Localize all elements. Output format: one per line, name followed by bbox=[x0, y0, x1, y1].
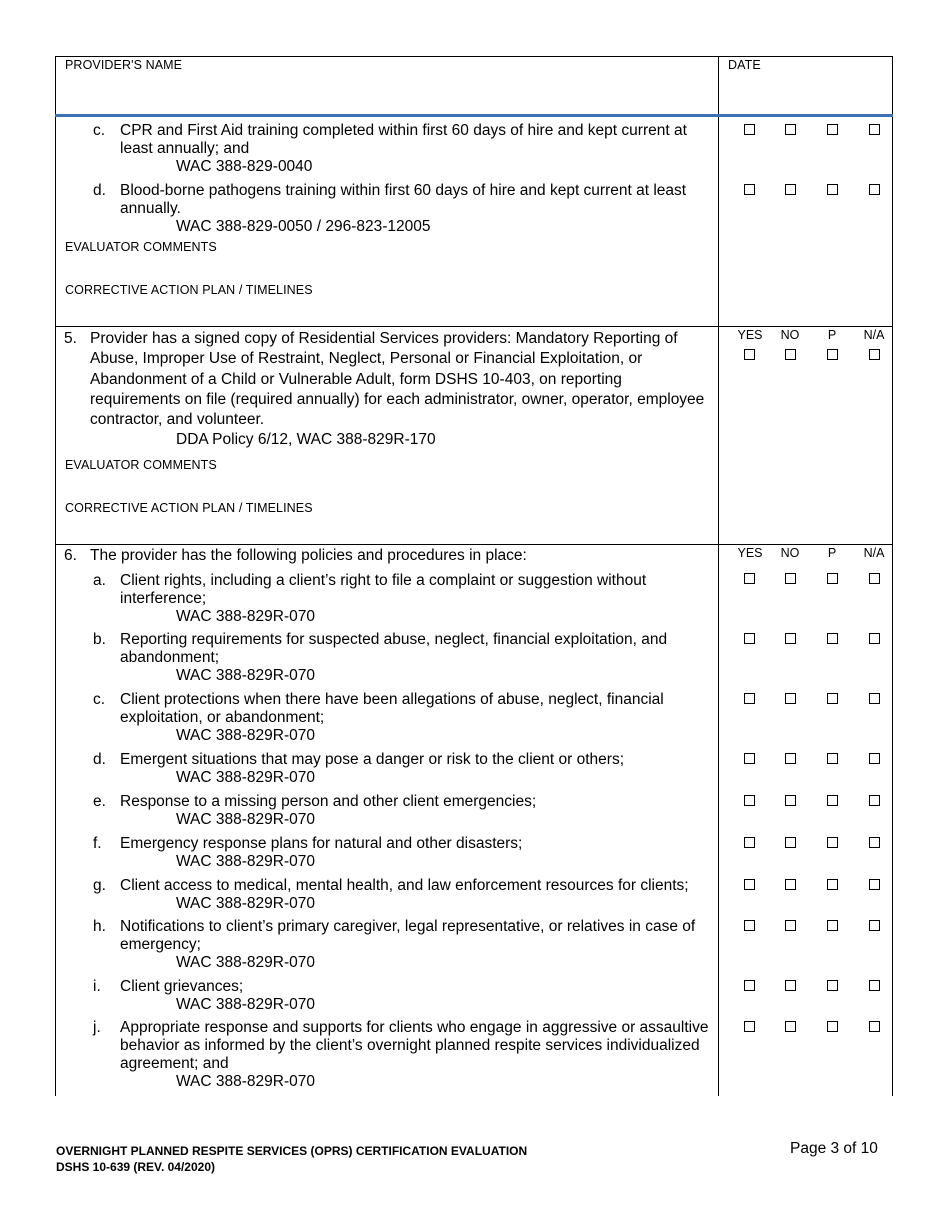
checkbox-yes[interactable] bbox=[744, 753, 755, 764]
checkbox-p[interactable] bbox=[827, 184, 838, 195]
item-wac: WAC 388-829R-070 bbox=[176, 1073, 315, 1090]
col-header-no: NO bbox=[780, 546, 800, 560]
corrective-action-label: CORRECTIVE ACTION PLAN / TIMELINES bbox=[65, 283, 313, 297]
checkbox-no[interactable] bbox=[785, 980, 796, 991]
evaluator-comments-label: EVALUATOR COMMENTS bbox=[65, 458, 217, 472]
col-header-yes: YES bbox=[737, 328, 763, 342]
checkbox-p[interactable] bbox=[827, 879, 838, 890]
checkbox-na[interactable] bbox=[869, 573, 880, 584]
checkbox-na[interactable] bbox=[869, 920, 880, 931]
page-number: Page 3 of 10 bbox=[790, 1140, 878, 1157]
item-description: Blood-borne pathogens training within first 60 days of hire and kept current at least annually. bbox=[120, 182, 687, 217]
checkbox-yes[interactable] bbox=[744, 124, 755, 135]
checkbox-yes[interactable] bbox=[744, 693, 755, 704]
item-letter: f. bbox=[93, 835, 102, 852]
checkbox-yes[interactable] bbox=[744, 633, 755, 644]
checkbox-na[interactable] bbox=[869, 693, 880, 704]
item-description: Notifications to client’s primary caregiver, legal representative, or relatives in case of emergency; bbox=[120, 918, 696, 953]
item-wac: WAC 388-829R-070 bbox=[176, 853, 315, 870]
item-description: Client protections when there have been allegations of abuse, neglect, financial exploitation, or abandonment; bbox=[120, 691, 664, 726]
item-wac: WAC 388-829R-070 bbox=[176, 608, 315, 625]
item-description: Client grievances; bbox=[120, 978, 244, 995]
item-letter: d. bbox=[93, 751, 106, 768]
checkbox-p[interactable] bbox=[827, 753, 838, 764]
checkbox-na[interactable] bbox=[869, 795, 880, 806]
question-number: 6. bbox=[64, 547, 77, 564]
item-text bbox=[120, 1019, 716, 1091]
checkbox-na[interactable] bbox=[869, 879, 880, 890]
checkbox-p[interactable] bbox=[827, 124, 838, 135]
col-header-no: NO bbox=[780, 328, 800, 342]
col-header-p: P bbox=[827, 546, 837, 560]
checkbox-p[interactable] bbox=[827, 573, 838, 584]
checkbox-na[interactable] bbox=[869, 1021, 880, 1032]
checkbox-yes[interactable] bbox=[744, 349, 755, 360]
item-wac: WAC 388-829-0040 bbox=[176, 158, 313, 175]
item-description: Appropriate response and supports for clients who engage in aggressive or assaultive behavior as informed by the client’s overnight planned respite services individualized agreement; and bbox=[120, 1019, 709, 1072]
checkbox-yes[interactable] bbox=[744, 920, 755, 931]
checkbox-na[interactable] bbox=[869, 753, 880, 764]
item-text bbox=[120, 122, 716, 176]
item-letter: g. bbox=[93, 877, 106, 894]
question-reference: DDA Policy 6/12, WAC 388-829R-170 bbox=[176, 431, 436, 449]
item-description: Emergent situations that may pose a danger or risk to the client or others; bbox=[120, 751, 625, 768]
item-letter: a. bbox=[93, 572, 106, 589]
col-header-na: N/A bbox=[863, 328, 885, 342]
item-letter: j. bbox=[93, 1019, 101, 1036]
column-divider bbox=[718, 56, 719, 1096]
item-description: Reporting requirements for suspected abuse, neglect, financial exploitation, and abandonment; bbox=[120, 631, 668, 666]
col-header-p: P bbox=[827, 328, 837, 342]
checkbox-p[interactable] bbox=[827, 633, 838, 644]
checkbox-na[interactable] bbox=[869, 633, 880, 644]
checkbox-no[interactable] bbox=[785, 795, 796, 806]
checkbox-no[interactable] bbox=[785, 124, 796, 135]
checkbox-no[interactable] bbox=[785, 573, 796, 584]
item-wac: WAC 388-829R-070 bbox=[176, 769, 315, 786]
footer-form-info bbox=[56, 1143, 527, 1175]
item-text bbox=[120, 877, 716, 913]
col-header-yes: YES bbox=[737, 546, 763, 560]
item-wac: WAC 388-829R-070 bbox=[176, 895, 315, 912]
item-text bbox=[120, 572, 716, 626]
question-text bbox=[90, 329, 715, 451]
checkbox-no[interactable] bbox=[785, 633, 796, 644]
item-letter: i. bbox=[93, 978, 101, 995]
col-header-na: N/A bbox=[863, 546, 885, 560]
item-text bbox=[120, 691, 716, 745]
item-text bbox=[120, 918, 716, 972]
checkbox-p[interactable] bbox=[827, 693, 838, 704]
header-divider bbox=[55, 114, 893, 117]
checkbox-p[interactable] bbox=[827, 795, 838, 806]
item-letter: h. bbox=[93, 918, 106, 935]
item-text bbox=[120, 978, 716, 1014]
item-letter: c. bbox=[93, 691, 106, 708]
item-description: Client access to medical, mental health, and law enforcement resources for clients; bbox=[120, 877, 689, 894]
checkbox-no[interactable] bbox=[785, 879, 796, 890]
checkbox-na[interactable] bbox=[869, 184, 880, 195]
checkbox-yes[interactable] bbox=[744, 980, 755, 991]
item-letter: e. bbox=[93, 793, 106, 810]
evaluator-comments-label: EVALUATOR COMMENTS bbox=[65, 240, 217, 254]
date-field[interactable] bbox=[726, 78, 886, 110]
item-letter: d. bbox=[93, 182, 106, 199]
item-letter: c. bbox=[93, 122, 106, 139]
item-letter: b. bbox=[93, 631, 106, 648]
divider-section-6 bbox=[55, 544, 893, 545]
checkbox-no[interactable] bbox=[785, 693, 796, 704]
checkbox-yes[interactable] bbox=[744, 184, 755, 195]
footer-title: OVERNIGHT PLANNED RESPITE SERVICES (OPRS) CERTIFICATION EVALUATION bbox=[56, 1144, 528, 1158]
checkbox-p[interactable] bbox=[827, 1021, 838, 1032]
provider-name-label: PROVIDER'S NAME bbox=[65, 58, 183, 72]
checkbox-p[interactable] bbox=[827, 837, 838, 848]
item-text bbox=[120, 182, 716, 236]
item-description: Emergency response plans for natural and other disasters; bbox=[120, 835, 523, 852]
item-description: CPR and First Aid training completed within first 60 days of hire and kept current at least annually; and bbox=[120, 122, 687, 157]
question-number: 5. bbox=[64, 330, 77, 347]
checkbox-no[interactable] bbox=[785, 1021, 796, 1032]
item-description: Response to a missing person and other client emergencies; bbox=[120, 793, 537, 810]
checkbox-p[interactable] bbox=[827, 349, 838, 360]
item-wac: WAC 388-829R-070 bbox=[176, 954, 315, 971]
checkbox-yes[interactable] bbox=[744, 795, 755, 806]
checkbox-na[interactable] bbox=[869, 124, 880, 135]
question-intro: The provider has the following policies and procedures in place: bbox=[90, 547, 527, 564]
checkbox-no[interactable] bbox=[785, 837, 796, 848]
provider-name-field[interactable] bbox=[64, 78, 712, 110]
question-description: Provider has a signed copy of Residential Services providers: Mandatory Reporting of Abuse, Improper Use of Restraint, Neglect, Personal or Financial Exploitation, or Abandonment of a Child or Vulnerable Adult, form DSHS 10-403, on reporting requirements on file (required annually) for each administrator, owner, operator, employee contractor, and volunteer. bbox=[90, 330, 705, 429]
footer-form-number: DSHS 10-639 (REV. 04/2020) bbox=[56, 1160, 215, 1174]
date-label: DATE bbox=[728, 58, 761, 72]
checkbox-no[interactable] bbox=[785, 920, 796, 931]
item-wac: WAC 388-829R-070 bbox=[176, 811, 315, 828]
item-wac: WAC 388-829R-070 bbox=[176, 996, 315, 1013]
item-text bbox=[120, 835, 716, 871]
checkbox-yes[interactable] bbox=[744, 1021, 755, 1032]
checkbox-no[interactable] bbox=[785, 753, 796, 764]
checkbox-na[interactable] bbox=[869, 980, 880, 991]
checkbox-na[interactable] bbox=[869, 349, 880, 360]
checkbox-no[interactable] bbox=[785, 349, 796, 360]
item-wac: WAC 388-829R-070 bbox=[176, 727, 315, 744]
checkbox-no[interactable] bbox=[785, 184, 796, 195]
item-description: Client rights, including a client’s right to file a complaint or suggestion without interference; bbox=[120, 572, 647, 607]
checkbox-yes[interactable] bbox=[744, 879, 755, 890]
item-text bbox=[120, 793, 716, 829]
checkbox-yes[interactable] bbox=[744, 837, 755, 848]
checkbox-yes[interactable] bbox=[744, 573, 755, 584]
checkbox-p[interactable] bbox=[827, 980, 838, 991]
item-wac: WAC 388-829R-070 bbox=[176, 667, 315, 684]
checkbox-na[interactable] bbox=[869, 837, 880, 848]
corrective-action-label: CORRECTIVE ACTION PLAN / TIMELINES bbox=[65, 501, 313, 515]
item-text bbox=[120, 631, 716, 685]
item-text bbox=[120, 751, 716, 787]
item-wac: WAC 388-829-0050 / 296-823-12005 bbox=[176, 218, 431, 235]
checkbox-p[interactable] bbox=[827, 920, 838, 931]
divider-section-5 bbox=[55, 326, 893, 327]
